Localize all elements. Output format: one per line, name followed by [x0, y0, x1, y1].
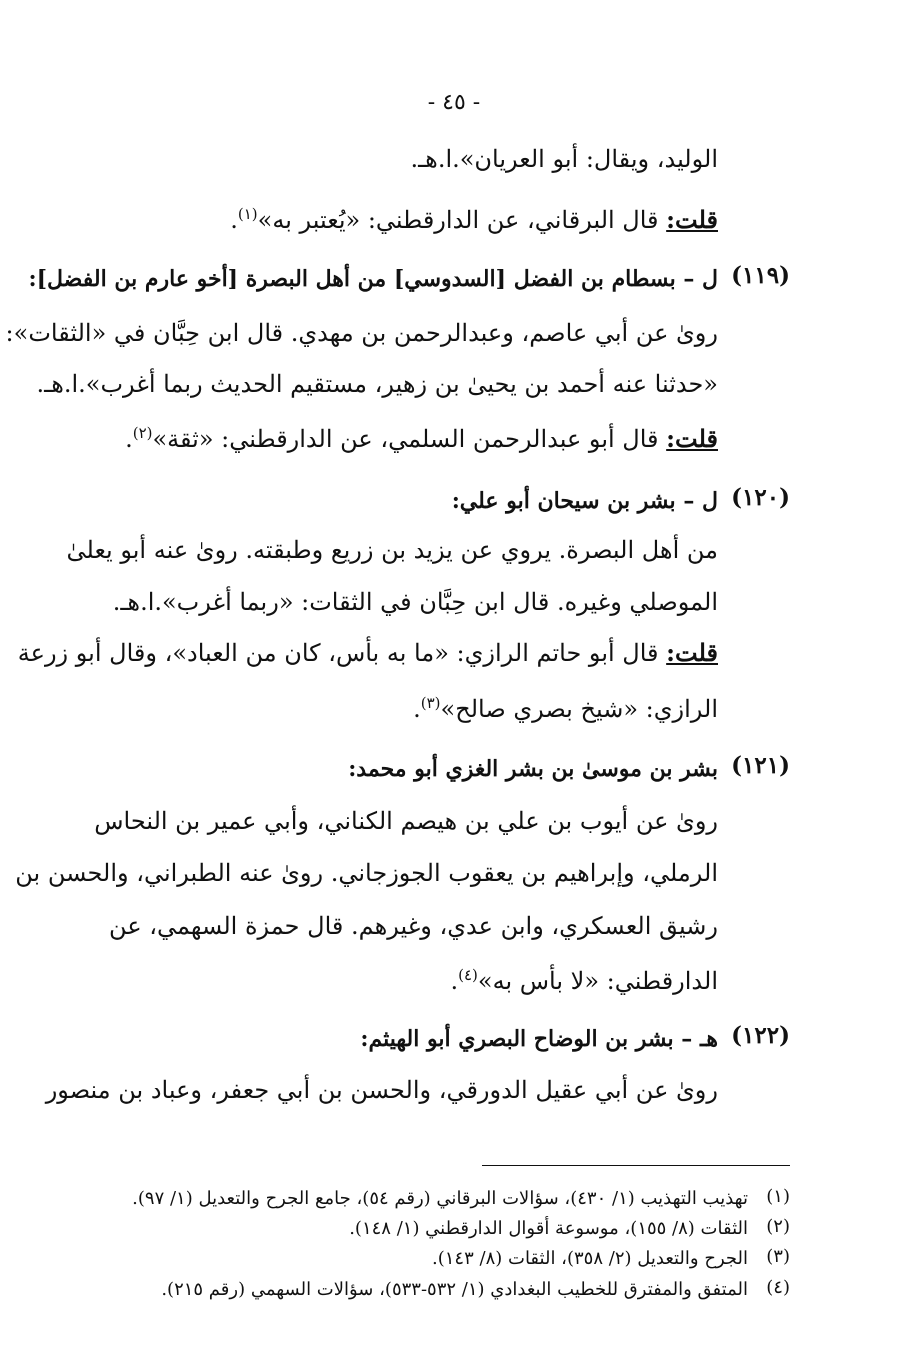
entry-heading: ل – بسطام بن الفضل [السدوسي] من أهل البصرة [أخو عارم بن الفضل]: [28, 266, 718, 292]
text-line: الموصلي وغيره. قال ابن حِبَّان في الثقات: «ربما أغرب».ا.هـ. [112, 588, 718, 616]
text-span: قال البرقاني، عن الدارقطني: «يُعتبر به» [257, 206, 667, 234]
footnote-ref[interactable]: (٣) [420, 694, 441, 712]
qulat-label: قلت: [666, 638, 718, 667]
entry-number: (١١٩) [731, 262, 790, 289]
footnote-text: الجرح والتعديل (٢/ ٣٥٨)، الثقات (٨/ ١٤٣). [432, 1248, 748, 1269]
text-line: من أهل البصرة. يروي عن يزيد بن زريع وطبقته. روىٰ عنه أبو يعلىٰ [66, 536, 718, 564]
text-span: . [413, 695, 421, 723]
entry-number: (١٢٢) [731, 1022, 790, 1049]
entry-heading: هـ – بشر بن الوضاح البصري أبو الهيثم: [360, 1026, 718, 1052]
qulat-label: قلت: [666, 424, 718, 453]
text-span: قال أبو حاتم الرازي: «ما به بأس، كان من العباد»، وقال أبو زرعة [17, 639, 667, 667]
text-line: «حدثنا عنه أحمد بن يحيىٰ بن زهير، مستقيم الحديث ربما أغرب».ا.هـ. [36, 370, 718, 398]
text-span: الدارقطني: «لا بأس به» [477, 967, 718, 995]
text-span: الرازي: «شيخ بصري صالح» [440, 695, 718, 723]
entry-heading: بشر بن موسىٰ بن بشر الغزي أبو محمد: [348, 756, 718, 782]
text-line: روىٰ عن أيوب بن علي بن هيصم الكناني، وأبي عمير بن النحاس [94, 807, 718, 835]
text-line [125, 416, 718, 456]
text-line [413, 686, 718, 726]
footnote-text: الثقات (٨/ ١٥٥)، موسوعة أقوال الدارقطني (١/ ١٤٨). [349, 1218, 748, 1239]
text-span: قال أبو عبدالرحمن السلمي، عن الدارقطني: «ثقة» [152, 425, 667, 453]
text-line: رشيق العسكري، وابن عدي، وغيرهم. قال حمزة السهمي، عن [109, 912, 718, 940]
text-line: روىٰ عن أبي عقيل الدورقي، والحسن بن أبي جعفر، وعباد بن منصور [45, 1076, 718, 1104]
footnote-text: المتفق والمفترق للخطيب البغدادي (١/ ٥٣٢-٥٣٣)، سؤالات السهمي (رقم ٢١٥). [161, 1279, 748, 1300]
entry-number: (١٢١) [731, 752, 790, 779]
footnote-ref[interactable]: (١) [237, 205, 258, 223]
text-span: . [125, 425, 133, 453]
footnote-number: (٢) [766, 1216, 790, 1237]
text-line: روىٰ عن أبي عاصم، وعبدالرحمن بن مهدي. قال ابن حِبَّان في «الثقات»: [5, 319, 718, 347]
entry-heading: ل – بشر بن سيحان أبو علي: [451, 488, 718, 514]
qulat-label: قلت: [666, 205, 718, 234]
text-span: . [450, 967, 459, 995]
text-line [230, 197, 718, 237]
footnote-number: (٤) [766, 1277, 790, 1298]
text-span: . [230, 206, 238, 234]
text-line: الوليد، ويقال: أبو العريان».ا.هـ. [410, 145, 718, 173]
footnote-text: تهذيب التهذيب (١/ ٤٣٠)، سؤالات البرقاني (رقم ٥٤)، جامع الجرح والتعديل (١/ ٩٧). [132, 1188, 748, 1209]
text-line [450, 958, 718, 998]
footnote-separator [482, 1165, 790, 1166]
page-number: - ٤٥ - [427, 90, 481, 115]
footnote-number: (٣) [766, 1246, 790, 1267]
entry-number: (١٢٠) [731, 484, 790, 511]
text-line [17, 636, 718, 670]
footnote-ref[interactable]: (٤) [458, 966, 478, 984]
text-line: الرملي، وإبراهيم بن يعقوب الجوزجاني. روىٰ عنه الطبراني، والحسن بن [15, 859, 718, 887]
footnote-ref[interactable]: (٢) [132, 424, 153, 442]
footnote-number: (١) [766, 1186, 790, 1207]
